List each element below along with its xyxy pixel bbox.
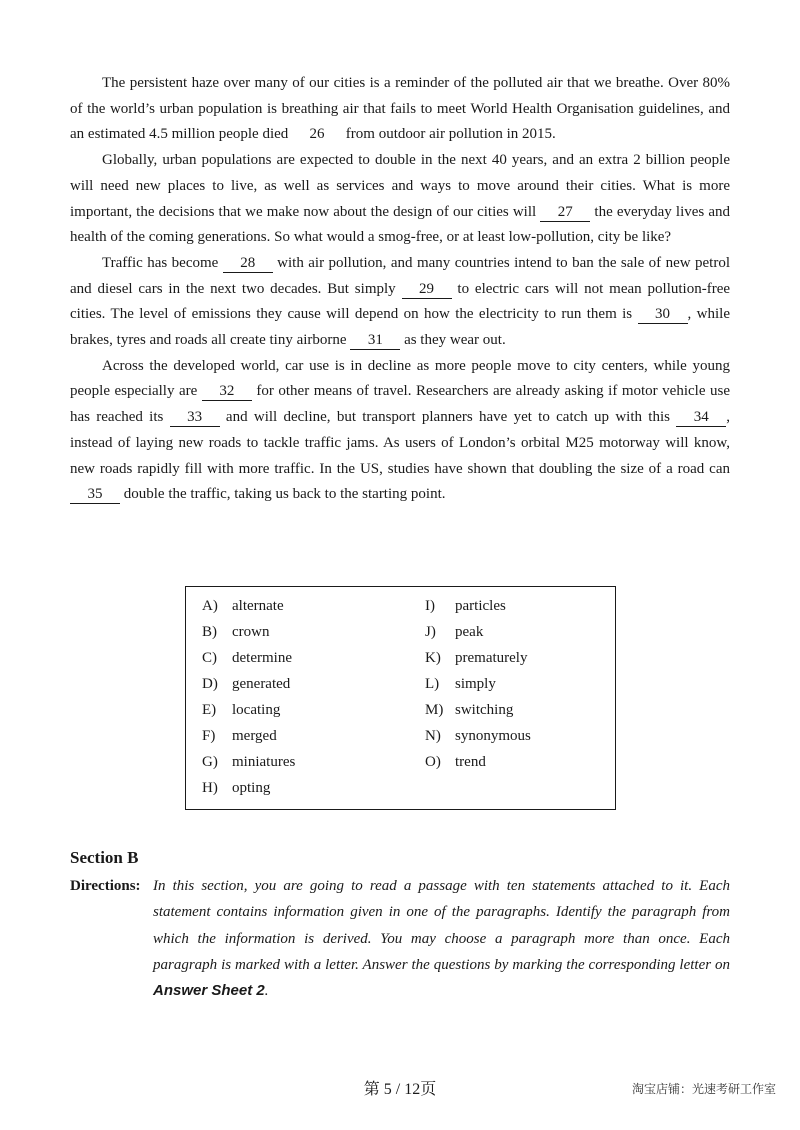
- option-item: O) trend: [425, 754, 486, 770]
- option-item: D) generated: [202, 676, 291, 692]
- paragraph-3: Traffic has become 28 with air pollution, and many countries intend to ban the sale of new petrol and diesel cars in the next two decades. But simply 29 to electric cars will not mean pollution-free cities. The level of emissions they cause will depend on how the electricity to run them is 30 , while brakes, tyres and roads all create tiny airborne 31 as they wear out.: [70, 254, 731, 349]
- blank-28[interactable]: 28: [223, 255, 273, 273]
- blank-33[interactable]: 33: [170, 409, 220, 427]
- option-item: G) miniatures: [202, 754, 296, 770]
- section-b-heading: Section B: [70, 848, 139, 867]
- blank-32[interactable]: 32: [202, 383, 252, 401]
- option-item: C) determine: [202, 650, 292, 666]
- directions-text: In this section, you are going to read a passage with ten statements attached to it. Each statement contains information given in one of the paragraphs. Identify the paragraph from which the information is derived. You may choose a paragraph more than once. Each paragraph is marked with a letter. Answer the questions by marking the corresponding letter on Answer Sheet 2.: [153, 878, 730, 1000]
- blank-26[interactable]: 26: [309, 126, 325, 143]
- cloze-passage: [70, 71, 730, 508]
- option-item: H) opting: [202, 780, 271, 796]
- option-item: E) locating: [202, 702, 281, 718]
- paragraph-1: The persistent haze over many of our cities is a reminder of the polluted air that we breathe. Over 80% of the world’s urban population is breathing air that fails to meet World Health Organisation guidelines, and an estimated 4.5 million people died 26 from outdoor air pollution in 2015.: [70, 75, 730, 143]
- word-bank-left-column: [202, 596, 295, 804]
- blank-30[interactable]: 30: [638, 306, 688, 324]
- option-item: B) crown: [202, 624, 270, 640]
- option-item: I) particles: [425, 598, 506, 614]
- shop-watermark: 淘宝店铺：光速考研工作室: [631, 1082, 776, 1096]
- blank-34[interactable]: 34: [676, 409, 726, 427]
- option-item: A) alternate: [202, 598, 284, 614]
- blank-35[interactable]: 35: [70, 486, 120, 504]
- paragraph-4: Across the developed world, car use is in decline as more people move to city centers, while young people especially are 32 for other means of travel. Researchers are already asking if motor vehicle use has reached its 33 and will decline, but transport planners have yet to catch up with this 34 , instead of laying new roads to tackle traffic jams. As users of London’s orbital M25 motorway will know, new roads rapidly fill with more traffic. In the US, studies have shown that doubling the size of a road can 35 double the traffic, taking us back to the starting point.: [70, 357, 731, 503]
- word-bank-right-column: [425, 596, 531, 778]
- option-item: K) prematurely: [425, 650, 528, 666]
- directions-block: [70, 873, 730, 1004]
- blank-29[interactable]: 29: [402, 281, 452, 299]
- paragraph-2: Globally, urban populations are expected to double in the next 40 years, and an extra 2 billion people will need new places to live, as well as services and ways to move around their cities. What is more important, the decisions that we make now about the design of our cities will 27 the everyday lives and health of the coming generations. So what would a smog-free, or at least low-pollution, city be like?: [70, 152, 730, 246]
- option-item: N) synonymous: [425, 728, 531, 744]
- option-item: F) merged: [202, 728, 277, 744]
- option-item: L) simply: [425, 676, 496, 692]
- answer-sheet-ref: Answer Sheet 2: [153, 982, 265, 1000]
- option-item: J) peak: [425, 624, 484, 640]
- blank-31[interactable]: 31: [350, 332, 400, 350]
- option-item: M) switching: [425, 702, 514, 718]
- directions-label: Directions:: [70, 878, 141, 894]
- page-number: 第 5 / 12页: [363, 1081, 437, 1098]
- word-bank-box: [185, 586, 616, 810]
- blank-27[interactable]: 27: [540, 204, 590, 222]
